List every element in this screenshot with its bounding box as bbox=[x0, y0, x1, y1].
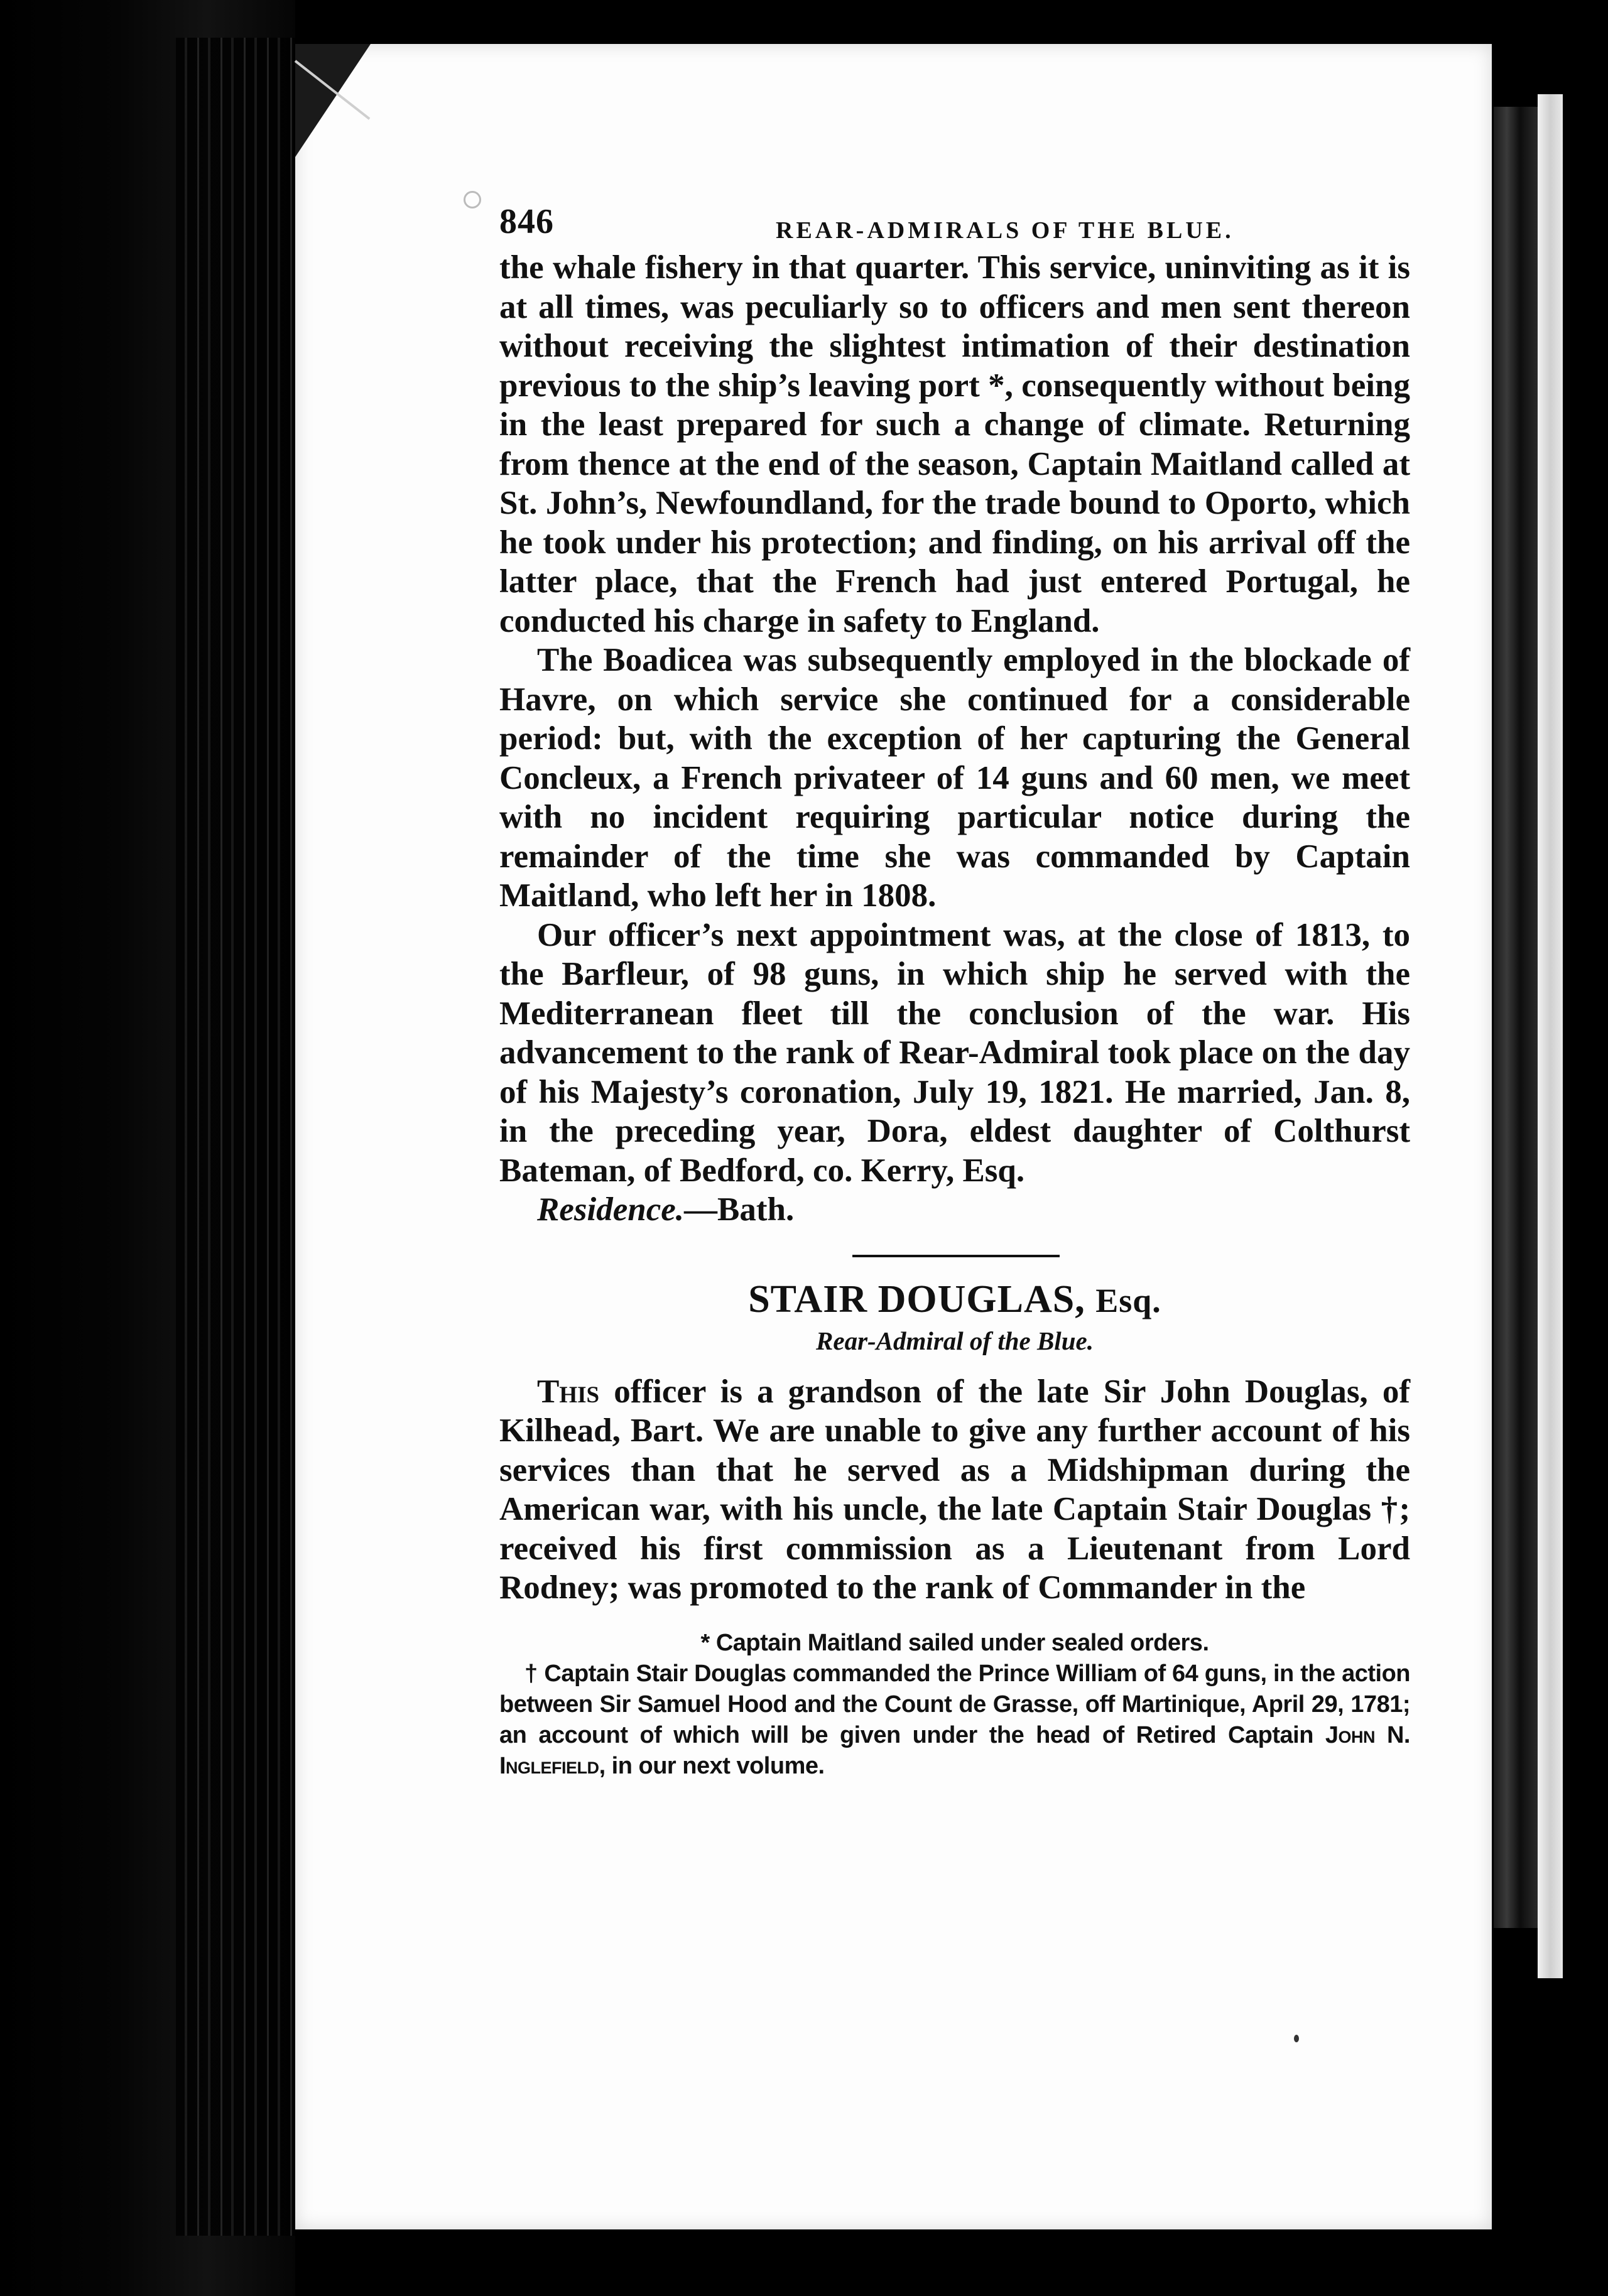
paragraph-stair-douglas bbox=[499, 1372, 1410, 1608]
footnote-stair-douglas-end: , in our next volume. bbox=[599, 1752, 825, 1779]
paper-blemish bbox=[464, 191, 481, 208]
paragraph-first-word: This bbox=[537, 1373, 600, 1410]
page-edge-shadow bbox=[1494, 107, 1538, 1928]
paragraph-boadicea: The Boadicea was subsequently employed in the blockade of Havre, on which service she continued for a considerable period: but, with the exception of her capturing the General Concleux, a French privateer of 14 guns and 60 men, we meet with no incident requiring particular notice during the remainder of the time she was commanded by Captain Maitland, who left her in 1808. bbox=[499, 642, 1410, 914]
next-page-edge bbox=[1538, 94, 1563, 1978]
section-title-name: STAIR DOUGLAS, bbox=[748, 1277, 1085, 1321]
footnote-sealed-orders: * Captain Maitland sailed under sealed orders. bbox=[700, 1629, 1209, 1656]
book-spine-edge bbox=[176, 38, 295, 2236]
running-title: REAR-ADMIRALS OF THE BLUE. bbox=[776, 217, 1234, 244]
footnote-captain-name: John N. Inglefield bbox=[499, 1721, 1410, 1779]
footnote-stair-douglas-text: † Captain Stair Douglas commanded the Prince William of 64 guns, in the action between Sir Samuel Hood and the Count de Grasse, off Martinique, April 29, 1781; an account of which will be given under the head of Retired Captain bbox=[499, 1660, 1410, 1748]
paragraph-stair-douglas-text: officer is a grandson of the late Sir John Douglas, of Kilhead, Bart. We are unable to give any further account of his services than that he served as a Midshipman during the American war, with his uncle, the late Captain Stair Douglas †; received his first commission as a Lieutenant from Lord Rodney; was promoted to the rank of Commander in the bbox=[499, 1373, 1411, 1606]
section-title bbox=[499, 1277, 1410, 1322]
running-head bbox=[499, 198, 1410, 248]
section-divider bbox=[852, 1255, 1060, 1257]
text-column bbox=[499, 198, 1410, 1782]
section-title-suffix: Esq. bbox=[1095, 1281, 1161, 1319]
footnotes bbox=[499, 1628, 1410, 1782]
residence-value: —Bath. bbox=[684, 1191, 795, 1228]
paragraph-whale-fishery: the whale fishery in that quarter. This service, uninviting as it is at all times, was peculiarly so to officers and men sent thereon without receiving the slightest intimation of their destination previous to the ship’s leaving port *, consequently without being in the least prepared for such a change of climate. Returning from thence at the end of the season, Captain Maitland called at St. John’s, Newfoundland, for the trade bound to Oporto, which he took under his protection; and finding, on his arrival off the latter place, that the French had just entered Portugal, he conducted his charge in safety to England. bbox=[499, 249, 1410, 639]
paper-speck bbox=[1294, 2035, 1299, 2042]
residence-line bbox=[499, 1190, 1410, 1230]
residence-label: Residence. bbox=[537, 1191, 685, 1228]
paragraph-next-appointment: Our officer’s next appointment was, at the close of 1813, to the Barfleur, of 98 guns, in which ship he served with the Mediterranean fleet till the conclusion of the war. His advancement to the rank of Rear-Admiral took place on the day of his Majesty’s coronation, July 19, 1821. He married, Jan. 8, in the preceding year, Dora, eldest daughter of Colthurst Bateman, of Bedford, co. Kerry, Esq. bbox=[499, 916, 1410, 1189]
section-subtitle: Rear-Admiral of the Blue. bbox=[816, 1326, 1094, 1355]
footnote-stair-douglas bbox=[499, 1659, 1410, 1782]
folded-corner bbox=[295, 44, 371, 157]
page-number: 846 bbox=[499, 202, 554, 241]
